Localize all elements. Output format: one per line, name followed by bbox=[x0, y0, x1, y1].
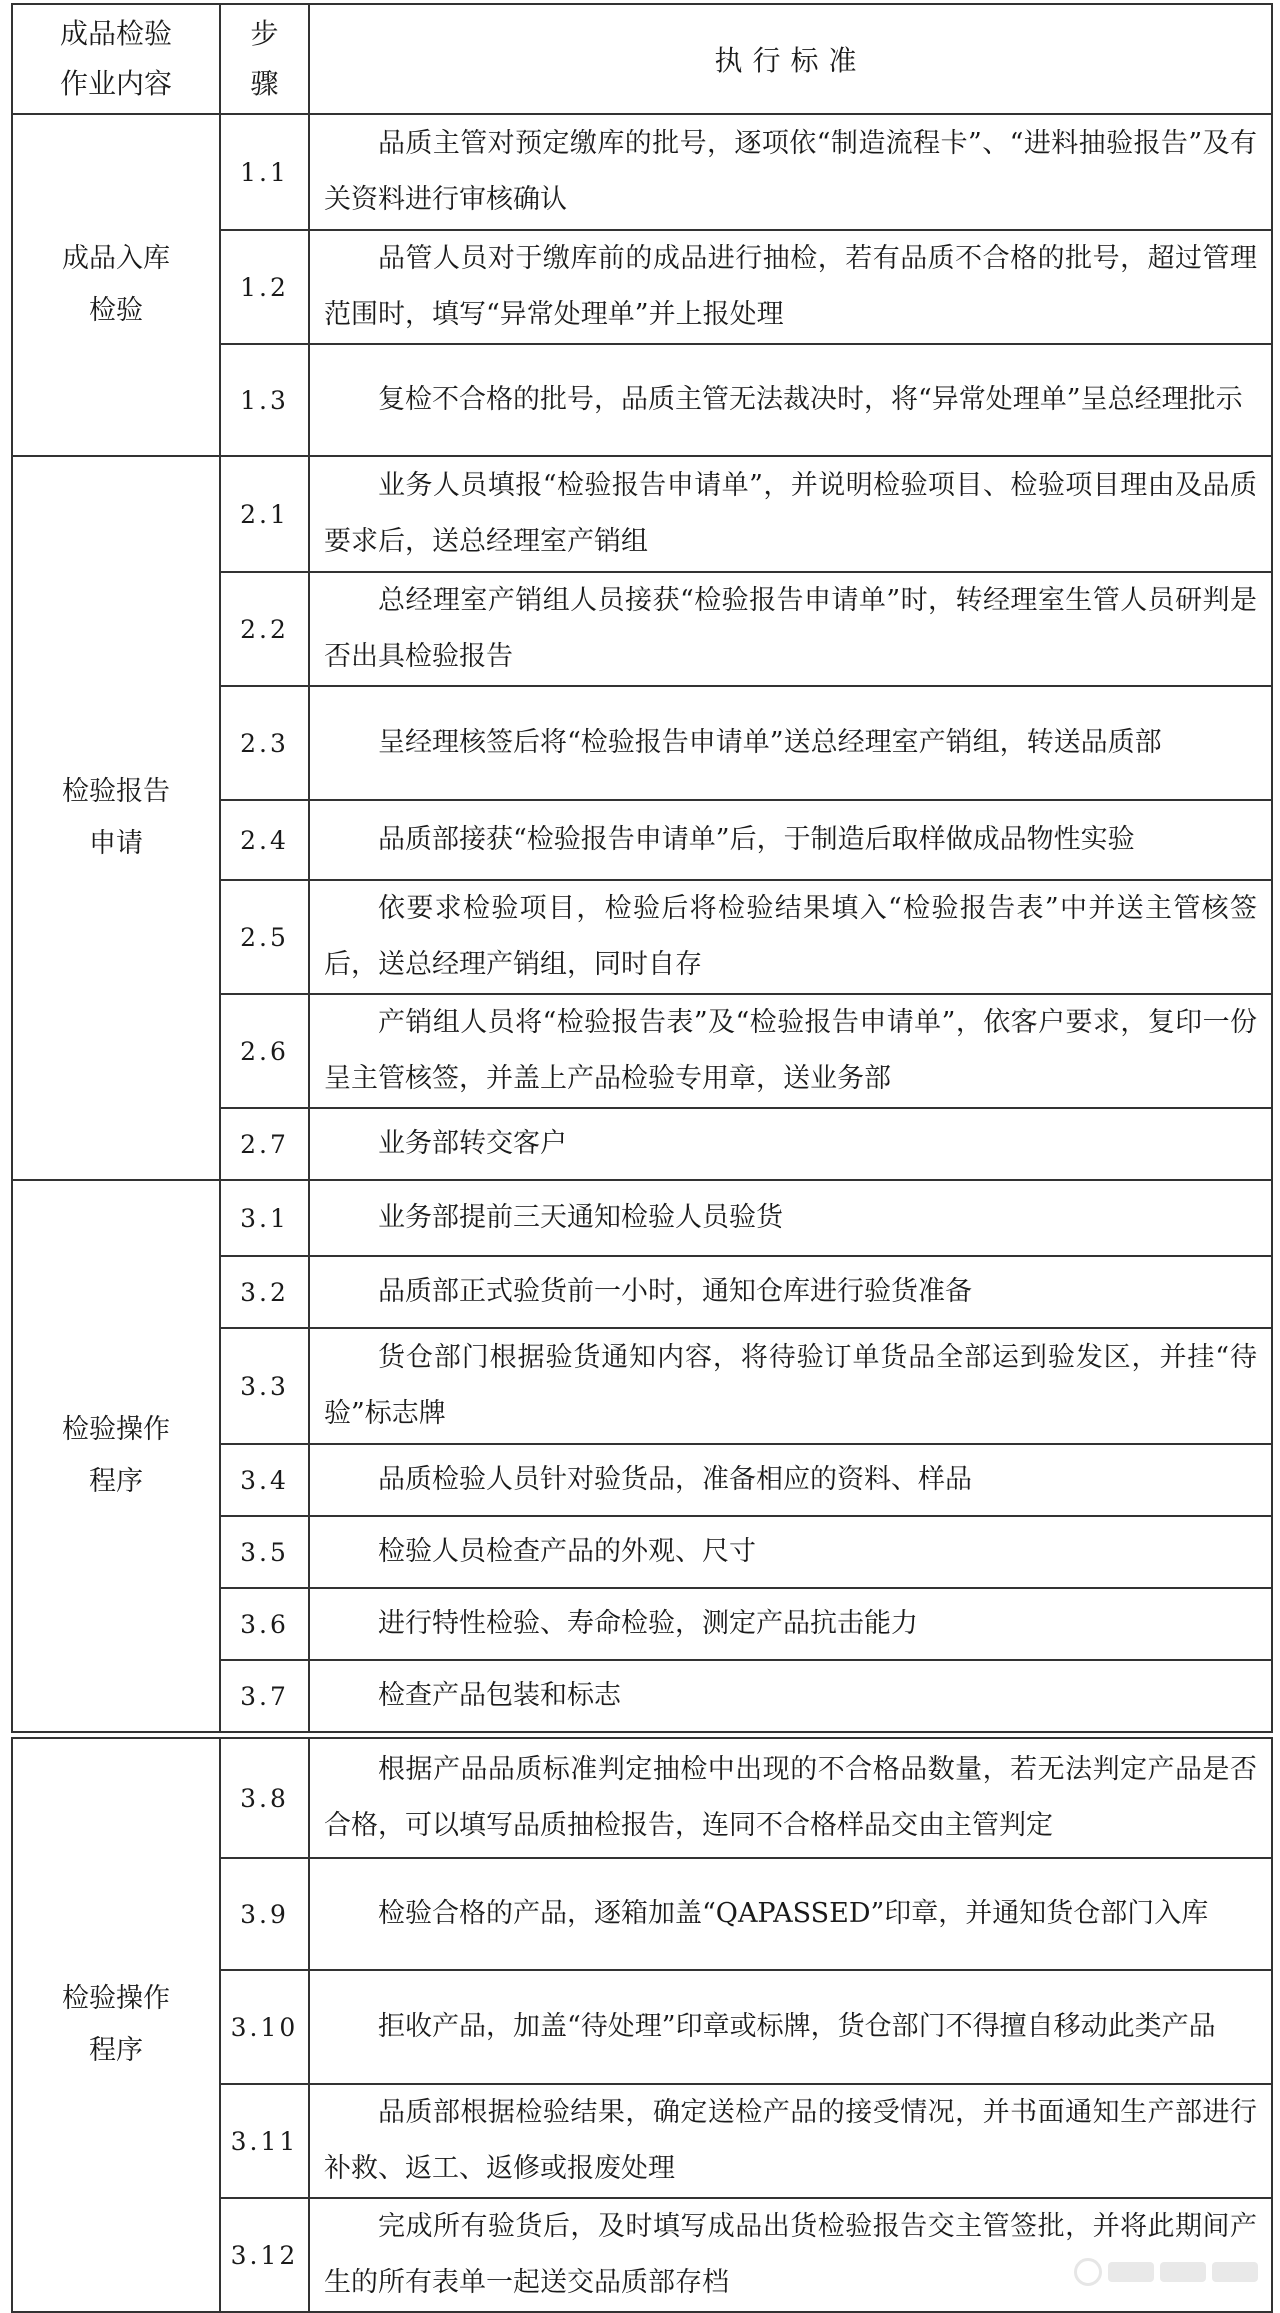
standard-cell: 检验人员检查产品的外观、尺寸 bbox=[309, 1516, 1272, 1588]
step-cell: 3.10 bbox=[220, 1970, 309, 2084]
standard-cell: 总经理室产销组人员接获“检验报告申请单”时，转经理室生管人员研判是否出具检验报告 bbox=[309, 572, 1272, 686]
inspection-table-part-1 bbox=[11, 3, 1273, 1733]
table-row bbox=[12, 1738, 1272, 1858]
watermark-logo-icon bbox=[1074, 2258, 1102, 2286]
category-cell: 检验报告 申请 bbox=[12, 456, 220, 1180]
step-cell: 2.1 bbox=[220, 456, 309, 572]
standard-cell: 品管人员对于缴库前的成品进行抽检，若有品质不合格的批号，超过管理范围时，填写“异常处理单”并上报处理 bbox=[309, 230, 1272, 344]
step-cell: 3.1 bbox=[220, 1180, 309, 1256]
step-cell: 3.11 bbox=[220, 2084, 309, 2198]
standard-cell: 品质主管对预定缴库的批号，逐项依“制造流程卡”、“进料抽验报告”及有关资料进行审核确认 bbox=[309, 114, 1272, 230]
category-cell: 检验操作 程序 bbox=[12, 1738, 220, 2312]
step-cell: 2.6 bbox=[220, 994, 309, 1108]
table-header-row bbox=[12, 4, 1272, 114]
standard-cell: 拒收产品，加盖“待处理”印章或标牌，货仓部门不得擅自移动此类产品 bbox=[309, 1970, 1272, 2084]
table-row bbox=[12, 114, 1272, 230]
step-cell: 3.4 bbox=[220, 1444, 309, 1516]
header-category-cell: 成品检验 作业内容 bbox=[12, 4, 220, 114]
standard-cell: 品质部接获“检验报告申请单”后，于制造后取样做成品物性实验 bbox=[309, 800, 1272, 880]
step-cell: 3.9 bbox=[220, 1858, 309, 1970]
step-cell: 1.3 bbox=[220, 344, 309, 456]
standard-cell: 品质部正式验货前一小时，通知仓库进行验货准备 bbox=[309, 1256, 1272, 1328]
header-standard-cell: 执行标准 bbox=[309, 4, 1272, 114]
standard-cell: 业务部转交客户 bbox=[309, 1108, 1272, 1180]
step-cell: 3.5 bbox=[220, 1516, 309, 1588]
standard-cell: 复检不合格的批号，品质主管无法裁决时，将“异常处理单”呈总经理批示 bbox=[309, 344, 1272, 456]
step-cell: 2.2 bbox=[220, 572, 309, 686]
table-row bbox=[12, 456, 1272, 572]
step-cell: 2.4 bbox=[220, 800, 309, 880]
step-cell: 1.2 bbox=[220, 230, 309, 344]
standard-cell: 产销组人员将“检验报告表”及“检验报告申请单”，依客户要求，复印一份呈主管核签，并盖上产品检验专用章，送业务部 bbox=[309, 994, 1272, 1108]
standard-cell: 进行特性检验、寿命检验，测定产品抗击能力 bbox=[309, 1588, 1272, 1660]
standard-cell: 检查产品包装和标志 bbox=[309, 1660, 1272, 1732]
step-cell: 3.8 bbox=[220, 1738, 309, 1858]
category-cell: 检验操作 程序 bbox=[12, 1180, 220, 1732]
standard-cell: 检验合格的产品，逐箱加盖“QAPASSED”印章，并通知货仓部门入库 bbox=[309, 1858, 1272, 1970]
standard-cell: 货仓部门根据验货通知内容，将待验订单货品全部运到验发区，并挂“待验”标志牌 bbox=[309, 1328, 1272, 1444]
inspection-table-part-2 bbox=[11, 1737, 1273, 2313]
step-cell: 2.5 bbox=[220, 880, 309, 994]
standard-cell: 品质检验人员针对验货品，准备相应的资料、样品 bbox=[309, 1444, 1272, 1516]
standard-cell: 业务人员填报“检验报告申请单”，并说明检验项目、检验项目理由及品质要求后，送总经理室产销组 bbox=[309, 456, 1272, 572]
step-cell: 2.7 bbox=[220, 1108, 309, 1180]
step-cell: 3.12 bbox=[220, 2198, 309, 2312]
step-cell: 3.3 bbox=[220, 1328, 309, 1444]
standard-cell: 完成所有验货后，及时填写成品出货检验报告交主管签批，并将此期间产生的所有表单一起送交品质部存档 bbox=[309, 2198, 1272, 2312]
step-cell: 3.6 bbox=[220, 1588, 309, 1660]
header-step-cell: 步 骤 bbox=[220, 4, 309, 114]
category-cell: 成品入库 检验 bbox=[12, 114, 220, 456]
step-cell: 3.2 bbox=[220, 1256, 309, 1328]
standard-cell: 品质部根据检验结果，确定送检产品的接受情况，并书面通知生产部进行补救、返工、返修或报废处理 bbox=[309, 2084, 1272, 2198]
step-cell: 3.7 bbox=[220, 1660, 309, 1732]
watermark-text-blur bbox=[1108, 2262, 1258, 2282]
step-cell: 1.1 bbox=[220, 114, 309, 230]
standard-cell: 呈经理核签后将“检验报告申请单”送总经理室产销组，转送品质部 bbox=[309, 686, 1272, 800]
watermark bbox=[1074, 2258, 1258, 2286]
step-cell: 2.3 bbox=[220, 686, 309, 800]
table-row bbox=[12, 1180, 1272, 1256]
standard-cell: 根据产品品质标准判定抽检中出现的不合格品数量，若无法判定产品是否合格，可以填写品质抽检报告，连同不合格样品交由主管判定 bbox=[309, 1738, 1272, 1858]
standard-cell: 依要求检验项目，检验后将检验结果填入“检验报告表”中并送主管核签后，送总经理产销组，同时自存 bbox=[309, 880, 1272, 994]
standard-cell: 业务部提前三天通知检验人员验货 bbox=[309, 1180, 1272, 1256]
